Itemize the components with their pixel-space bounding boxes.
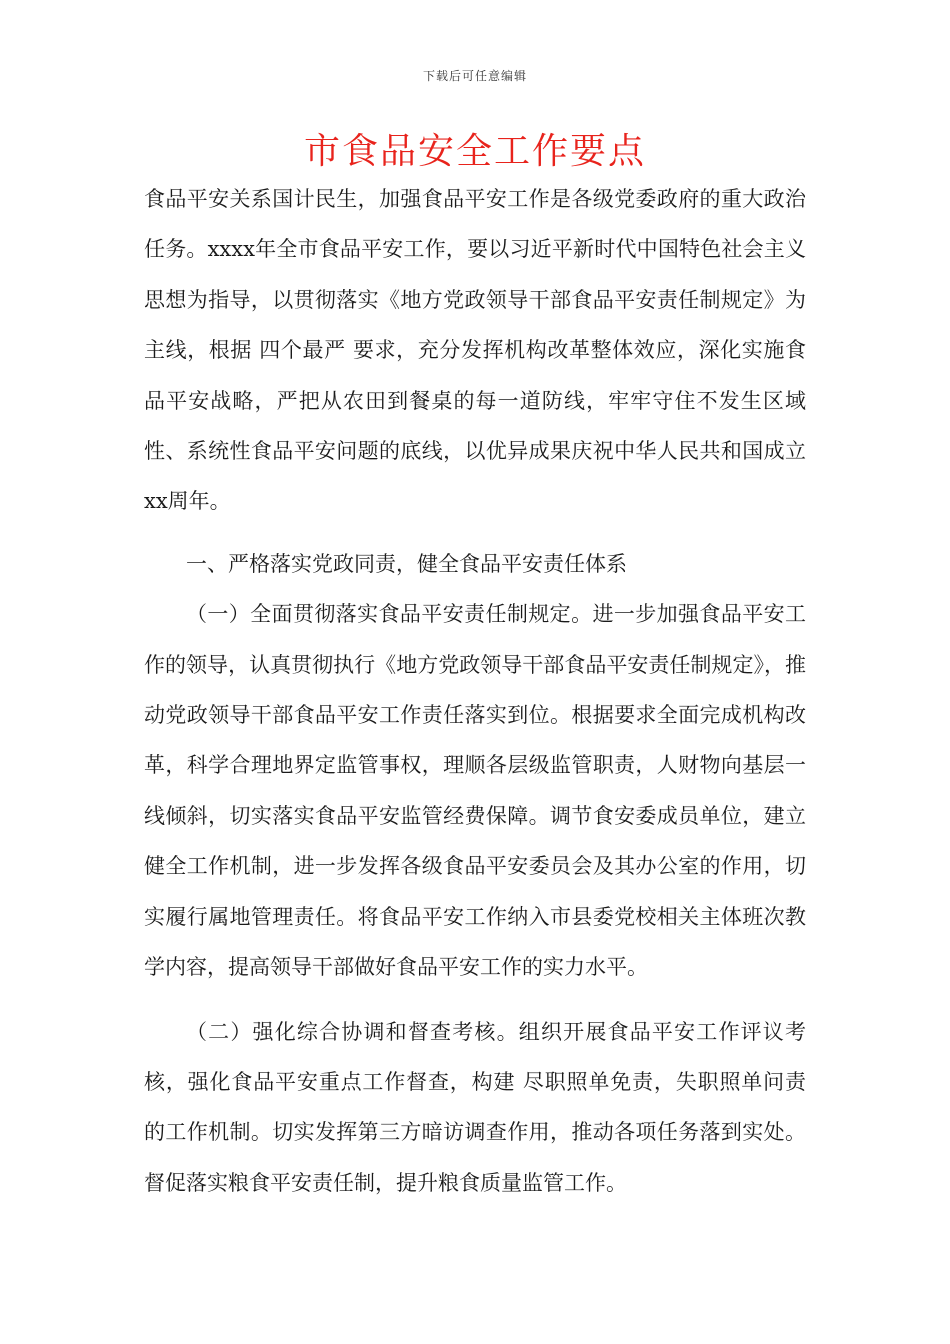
section-heading-1: 一、严格落实党政同责，健全食品平安责任体系: [186, 551, 627, 576]
item-paragraph-2: （二）强化综合协调和督查考核。组织开展食品平安工作评议考核，强化食品平安重点工作督查，构建 尽职照单免责，失职照单问责 的工作机制。切实发挥第三方暗访调查作用，推动各项任务落到实处。督促落实粮食平安责任制，提升粮食质量监管工作。: [144, 1019, 806, 1195]
header-note: 下载后可任意编辑: [422, 69, 527, 83]
intro-paragraph: 食品平安关系国计民生，加强食品平安工作是各级党委政府的重大政治任务。xxxx年全市食品平安工作，要以习近平新时代中国特色社会主义思想为指导，以贯彻落实《地方党政领导干部食品平安责任制规定》为主线，根据 四个最严 要求，充分发挥机构改革整体效应，深化实施食品平安战略，严把从农田到餐桌的每一道防线，牢牢守住不发生区域性、系统性食品平安问题的底线，以优异成果庆祝中华人民共和国成立xx周年。: [144, 187, 806, 514]
document-title: 市食品安全工作要点: [303, 131, 646, 172]
item-paragraph-1: （一）全面贯彻落实食品平安责任制规定。进一步加强食品平安工作的领导，认真贯彻执行《地方党政领导干部食品平安责任制规定》，推动党政领导干部食品平安工作责任落实到位。根据要求全面完成机构改革，科学合理地界定监管事权，理顺各层级监管职责，人财物向基层一线倾斜，切实落实食品平安监管经费保障。调节食安委成员单位，建立健全工作机制，进一步发挥各级食品平安委员会及其办公室的作用，切实履行属地管理责任。将食品平安工作纳入市县委党校相关主体班次教学内容，提高领导干部做好食品平安工作的实力水平。: [144, 602, 806, 980]
document-body: [144, 174, 806, 1208]
